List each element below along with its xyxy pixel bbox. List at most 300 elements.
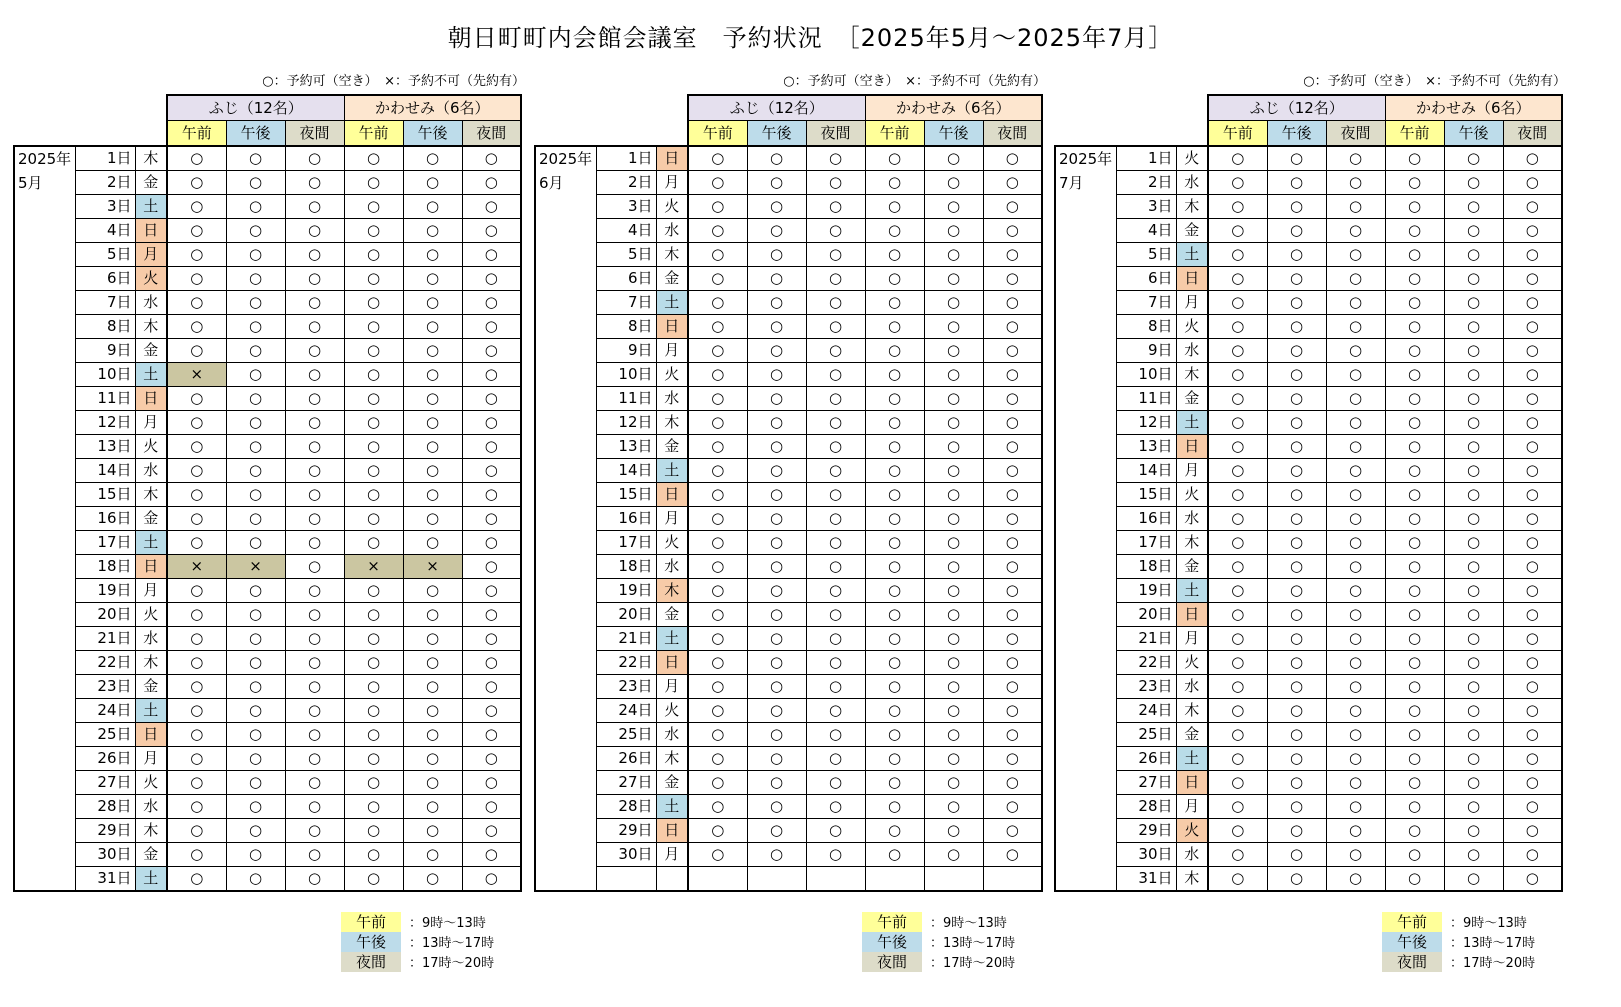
slot-cell[interactable]: ○ xyxy=(1326,267,1385,291)
slot-cell[interactable]: ○ xyxy=(1208,363,1267,387)
slot-cell[interactable]: ○ xyxy=(285,146,344,171)
slot-cell[interactable]: ○ xyxy=(688,146,747,171)
slot-cell[interactable]: ○ xyxy=(285,795,344,819)
slot-cell[interactable]: ○ xyxy=(1503,459,1562,483)
slot-cell[interactable] xyxy=(688,867,747,892)
slot-cell[interactable]: ○ xyxy=(285,555,344,579)
slot-cell[interactable]: ○ xyxy=(747,843,806,867)
slot-cell[interactable]: ○ xyxy=(1326,363,1385,387)
slot-cell[interactable]: ○ xyxy=(1208,603,1267,627)
slot-cell[interactable]: ○ xyxy=(344,627,403,651)
slot-cell[interactable]: ○ xyxy=(983,435,1042,459)
slot-cell[interactable]: ○ xyxy=(1267,771,1326,795)
slot-cell[interactable]: ○ xyxy=(1385,291,1444,315)
slot-cell[interactable]: ○ xyxy=(1326,867,1385,892)
slot-cell[interactable]: ○ xyxy=(1267,435,1326,459)
slot-cell[interactable]: ○ xyxy=(1385,435,1444,459)
slot-cell[interactable]: ○ xyxy=(1326,219,1385,243)
slot-cell[interactable]: ○ xyxy=(1385,339,1444,363)
slot-cell[interactable]: ○ xyxy=(865,291,924,315)
slot-cell[interactable]: ○ xyxy=(688,339,747,363)
slot-cell[interactable]: ○ xyxy=(285,267,344,291)
slot-cell[interactable]: ○ xyxy=(344,507,403,531)
slot-cell[interactable]: ○ xyxy=(285,387,344,411)
slot-cell[interactable]: ○ xyxy=(865,843,924,867)
slot-cell[interactable]: ○ xyxy=(344,315,403,339)
slot-cell[interactable]: ○ xyxy=(1385,171,1444,195)
slot-cell[interactable]: ○ xyxy=(403,291,462,315)
slot-cell[interactable]: ○ xyxy=(1444,771,1503,795)
slot-cell[interactable]: ○ xyxy=(688,843,747,867)
slot-cell[interactable]: ○ xyxy=(924,747,983,771)
slot-cell[interactable]: ○ xyxy=(1208,723,1267,747)
slot-cell[interactable]: ○ xyxy=(1208,315,1267,339)
slot-cell[interactable]: ○ xyxy=(865,795,924,819)
slot-cell[interactable]: ○ xyxy=(924,435,983,459)
slot-cell[interactable]: ○ xyxy=(462,867,521,892)
slot-cell[interactable]: ○ xyxy=(1385,819,1444,843)
slot-cell[interactable]: ○ xyxy=(226,339,285,363)
slot-cell[interactable]: ○ xyxy=(1385,867,1444,892)
slot-cell[interactable]: ○ xyxy=(1267,627,1326,651)
slot-cell[interactable]: ○ xyxy=(747,579,806,603)
slot-cell[interactable]: ○ xyxy=(1503,339,1562,363)
slot-cell[interactable]: ○ xyxy=(688,267,747,291)
slot-cell[interactable]: ○ xyxy=(688,219,747,243)
slot-cell[interactable]: ○ xyxy=(1444,291,1503,315)
slot-cell[interactable]: ○ xyxy=(747,291,806,315)
slot-cell[interactable]: ○ xyxy=(403,699,462,723)
slot-cell[interactable]: ○ xyxy=(688,651,747,675)
slot-cell[interactable]: ○ xyxy=(983,627,1042,651)
slot-cell[interactable]: ○ xyxy=(924,699,983,723)
slot-cell[interactable]: ○ xyxy=(865,483,924,507)
slot-cell[interactable]: ○ xyxy=(344,243,403,267)
slot-cell[interactable]: ○ xyxy=(226,195,285,219)
slot-cell[interactable]: ○ xyxy=(226,483,285,507)
slot-cell[interactable]: ○ xyxy=(688,291,747,315)
slot-cell[interactable]: ○ xyxy=(226,819,285,843)
slot-cell[interactable] xyxy=(865,867,924,892)
slot-cell[interactable]: ○ xyxy=(344,483,403,507)
slot-cell[interactable]: ○ xyxy=(1444,267,1503,291)
slot-cell[interactable]: ○ xyxy=(806,795,865,819)
slot-cell[interactable]: ○ xyxy=(1326,651,1385,675)
slot-cell[interactable]: ○ xyxy=(226,867,285,892)
slot-cell[interactable]: ○ xyxy=(865,243,924,267)
slot-cell[interactable]: ○ xyxy=(1385,387,1444,411)
slot-cell[interactable]: ○ xyxy=(226,146,285,171)
slot-cell[interactable]: ○ xyxy=(1267,411,1326,435)
slot-cell[interactable]: ○ xyxy=(747,483,806,507)
slot-cell[interactable]: ○ xyxy=(226,171,285,195)
slot-cell[interactable]: ○ xyxy=(1267,387,1326,411)
slot-cell[interactable]: ○ xyxy=(167,146,226,171)
slot-cell[interactable]: ○ xyxy=(167,387,226,411)
slot-cell[interactable]: ○ xyxy=(285,627,344,651)
slot-cell[interactable]: ○ xyxy=(1385,747,1444,771)
slot-cell[interactable]: ○ xyxy=(983,459,1042,483)
slot-cell[interactable]: ○ xyxy=(865,603,924,627)
slot-cell[interactable]: ○ xyxy=(747,819,806,843)
slot-cell[interactable]: ○ xyxy=(806,747,865,771)
slot-cell[interactable]: ○ xyxy=(806,146,865,171)
slot-cell[interactable]: ○ xyxy=(1326,483,1385,507)
slot-cell[interactable]: ○ xyxy=(462,699,521,723)
slot-cell[interactable]: ○ xyxy=(747,339,806,363)
slot-cell[interactable]: ○ xyxy=(1326,723,1385,747)
slot-cell[interactable]: ○ xyxy=(1503,795,1562,819)
slot-cell[interactable]: ○ xyxy=(983,291,1042,315)
slot-cell[interactable]: ○ xyxy=(403,411,462,435)
slot-cell[interactable]: ○ xyxy=(285,243,344,267)
slot-cell[interactable]: ○ xyxy=(865,435,924,459)
slot-cell[interactable]: ○ xyxy=(285,291,344,315)
slot-cell[interactable]: ○ xyxy=(1503,411,1562,435)
slot-cell[interactable]: ○ xyxy=(1326,675,1385,699)
slot-cell[interactable]: ○ xyxy=(688,435,747,459)
slot-cell[interactable]: ○ xyxy=(1326,843,1385,867)
slot-cell[interactable]: ○ xyxy=(688,387,747,411)
slot-cell[interactable]: ○ xyxy=(285,651,344,675)
slot-cell[interactable]: ○ xyxy=(285,339,344,363)
slot-cell[interactable]: ○ xyxy=(226,507,285,531)
slot-cell[interactable]: ○ xyxy=(1444,363,1503,387)
slot-cell[interactable]: ○ xyxy=(1444,219,1503,243)
slot-cell[interactable]: ○ xyxy=(1208,146,1267,171)
slot-cell[interactable]: ○ xyxy=(688,483,747,507)
slot-cell[interactable]: ○ xyxy=(285,171,344,195)
slot-cell[interactable]: ○ xyxy=(1503,531,1562,555)
slot-cell[interactable]: ○ xyxy=(806,603,865,627)
slot-cell[interactable]: ○ xyxy=(688,315,747,339)
slot-cell[interactable]: ○ xyxy=(688,699,747,723)
slot-cell[interactable]: ○ xyxy=(983,363,1042,387)
slot-cell[interactable]: ○ xyxy=(983,819,1042,843)
slot-cell[interactable]: ○ xyxy=(688,195,747,219)
slot-cell[interactable]: ○ xyxy=(462,291,521,315)
slot-cell[interactable]: ○ xyxy=(403,747,462,771)
slot-cell[interactable]: ○ xyxy=(924,387,983,411)
slot-cell[interactable]: ○ xyxy=(1267,843,1326,867)
slot-cell[interactable]: ○ xyxy=(1503,603,1562,627)
slot-cell[interactable]: ○ xyxy=(747,507,806,531)
slot-cell[interactable]: ○ xyxy=(924,459,983,483)
slot-cell[interactable]: ○ xyxy=(806,771,865,795)
slot-cell[interactable]: ○ xyxy=(688,795,747,819)
slot-cell[interactable]: ○ xyxy=(806,675,865,699)
slot-cell[interactable]: ○ xyxy=(403,507,462,531)
slot-cell[interactable]: ○ xyxy=(285,483,344,507)
slot-cell[interactable]: ○ xyxy=(924,291,983,315)
slot-cell[interactable]: ○ xyxy=(344,146,403,171)
slot-cell[interactable]: ○ xyxy=(1326,243,1385,267)
slot-cell[interactable]: ○ xyxy=(1267,555,1326,579)
slot-cell[interactable]: ○ xyxy=(1444,459,1503,483)
slot-cell[interactable]: ○ xyxy=(806,699,865,723)
slot-cell[interactable]: ○ xyxy=(1208,267,1267,291)
slot-cell[interactable]: ○ xyxy=(285,819,344,843)
slot-cell[interactable]: ○ xyxy=(285,411,344,435)
slot-cell[interactable]: ○ xyxy=(1444,795,1503,819)
slot-cell[interactable]: ○ xyxy=(865,171,924,195)
slot-cell[interactable]: ○ xyxy=(1326,819,1385,843)
slot-cell[interactable]: ○ xyxy=(226,411,285,435)
slot-cell[interactable]: ○ xyxy=(1208,219,1267,243)
slot-cell[interactable]: ○ xyxy=(983,723,1042,747)
slot-cell[interactable]: ○ xyxy=(806,483,865,507)
slot-cell[interactable]: ○ xyxy=(1267,651,1326,675)
slot-cell[interactable]: ○ xyxy=(285,771,344,795)
slot-cell[interactable]: ○ xyxy=(747,411,806,435)
slot-cell[interactable]: ○ xyxy=(226,315,285,339)
slot-cell[interactable]: ○ xyxy=(1326,699,1385,723)
slot-cell[interactable]: ○ xyxy=(747,171,806,195)
slot-cell[interactable]: ○ xyxy=(1444,171,1503,195)
slot-cell[interactable]: ○ xyxy=(1326,459,1385,483)
slot-cell[interactable]: ○ xyxy=(924,843,983,867)
slot-cell[interactable]: ○ xyxy=(1385,363,1444,387)
slot-cell[interactable]: ○ xyxy=(285,675,344,699)
slot-cell[interactable]: ○ xyxy=(1208,387,1267,411)
slot-cell[interactable]: ○ xyxy=(806,723,865,747)
slot-cell[interactable]: ○ xyxy=(1385,675,1444,699)
slot-cell[interactable]: ○ xyxy=(865,339,924,363)
slot-cell[interactable] xyxy=(983,867,1042,892)
slot-cell[interactable]: ○ xyxy=(226,363,285,387)
slot-cell[interactable]: ○ xyxy=(1208,411,1267,435)
slot-cell[interactable]: ○ xyxy=(1326,795,1385,819)
slot-cell[interactable]: ○ xyxy=(1385,555,1444,579)
slot-cell[interactable]: ○ xyxy=(462,555,521,579)
slot-cell[interactable]: ○ xyxy=(403,219,462,243)
slot-cell[interactable]: ○ xyxy=(688,627,747,651)
slot-cell[interactable]: ○ xyxy=(1326,531,1385,555)
slot-cell[interactable]: ○ xyxy=(806,555,865,579)
slot-cell[interactable]: ○ xyxy=(688,555,747,579)
slot-cell[interactable]: ○ xyxy=(1326,627,1385,651)
slot-cell[interactable]: ○ xyxy=(688,771,747,795)
slot-cell[interactable]: ○ xyxy=(344,723,403,747)
slot-cell[interactable]: ○ xyxy=(1385,651,1444,675)
slot-cell[interactable]: ○ xyxy=(285,579,344,603)
slot-cell[interactable]: ○ xyxy=(226,603,285,627)
slot-cell[interactable]: ○ xyxy=(924,315,983,339)
slot-cell[interactable]: ○ xyxy=(167,195,226,219)
slot-cell[interactable]: ○ xyxy=(462,243,521,267)
slot-cell[interactable]: ○ xyxy=(1208,291,1267,315)
slot-cell[interactable]: ○ xyxy=(462,675,521,699)
slot-cell[interactable]: ○ xyxy=(1208,531,1267,555)
slot-cell[interactable]: ○ xyxy=(747,219,806,243)
slot-cell[interactable]: ○ xyxy=(1326,507,1385,531)
slot-cell[interactable]: ○ xyxy=(924,483,983,507)
slot-cell[interactable]: ○ xyxy=(983,219,1042,243)
slot-cell[interactable]: ○ xyxy=(806,819,865,843)
slot-cell[interactable]: ○ xyxy=(1503,747,1562,771)
slot-cell[interactable]: ○ xyxy=(285,747,344,771)
slot-cell[interactable]: ○ xyxy=(1503,219,1562,243)
slot-cell[interactable]: ○ xyxy=(226,459,285,483)
slot-cell[interactable]: ○ xyxy=(1208,555,1267,579)
slot-cell[interactable]: ○ xyxy=(1385,771,1444,795)
slot-cell[interactable]: ○ xyxy=(462,219,521,243)
slot-cell[interactable]: ○ xyxy=(167,579,226,603)
slot-cell[interactable]: ○ xyxy=(285,459,344,483)
slot-cell[interactable]: ○ xyxy=(462,195,521,219)
slot-cell[interactable]: ○ xyxy=(806,843,865,867)
slot-cell[interactable]: ○ xyxy=(924,219,983,243)
slot-cell[interactable]: ○ xyxy=(1208,867,1267,892)
slot-cell[interactable]: ○ xyxy=(285,315,344,339)
slot-cell[interactable]: ○ xyxy=(226,651,285,675)
slot-cell[interactable]: ○ xyxy=(226,675,285,699)
slot-cell[interactable]: ○ xyxy=(1267,795,1326,819)
slot-cell[interactable]: ○ xyxy=(344,579,403,603)
slot-cell[interactable]: ○ xyxy=(226,531,285,555)
slot-cell[interactable]: ○ xyxy=(226,747,285,771)
slot-cell[interactable]: ○ xyxy=(983,531,1042,555)
slot-cell[interactable]: ○ xyxy=(688,723,747,747)
slot-cell[interactable]: ○ xyxy=(747,315,806,339)
slot-cell[interactable]: ○ xyxy=(167,339,226,363)
slot-cell[interactable]: ○ xyxy=(1444,867,1503,892)
slot-cell[interactable]: ○ xyxy=(403,435,462,459)
slot-cell[interactable]: ○ xyxy=(1503,483,1562,507)
slot-cell[interactable]: ○ xyxy=(1385,795,1444,819)
slot-cell[interactable]: ○ xyxy=(865,411,924,435)
slot-cell[interactable]: ○ xyxy=(403,843,462,867)
slot-cell[interactable]: ○ xyxy=(924,795,983,819)
slot-cell[interactable]: ○ xyxy=(747,387,806,411)
slot-cell[interactable]: ○ xyxy=(1503,699,1562,723)
slot-cell[interactable]: ○ xyxy=(462,459,521,483)
slot-cell[interactable]: ○ xyxy=(1267,219,1326,243)
slot-cell[interactable]: ○ xyxy=(167,723,226,747)
slot-cell[interactable]: ○ xyxy=(462,483,521,507)
slot-cell[interactable]: ○ xyxy=(167,843,226,867)
slot-cell[interactable]: ○ xyxy=(924,723,983,747)
slot-cell[interactable]: ○ xyxy=(865,675,924,699)
slot-cell[interactable]: ○ xyxy=(167,291,226,315)
slot-cell[interactable]: ○ xyxy=(1444,339,1503,363)
slot-cell[interactable]: ○ xyxy=(983,795,1042,819)
slot-cell[interactable]: ○ xyxy=(1208,579,1267,603)
slot-cell[interactable]: ○ xyxy=(1503,771,1562,795)
slot-cell[interactable]: ○ xyxy=(865,555,924,579)
slot-cell[interactable]: ○ xyxy=(462,387,521,411)
slot-cell[interactable]: ○ xyxy=(688,675,747,699)
slot-cell[interactable]: ○ xyxy=(747,699,806,723)
slot-cell[interactable]: ○ xyxy=(1503,387,1562,411)
slot-cell[interactable]: ○ xyxy=(747,363,806,387)
slot-cell[interactable]: ○ xyxy=(1385,146,1444,171)
slot-cell[interactable]: ○ xyxy=(1385,483,1444,507)
slot-cell[interactable]: ○ xyxy=(983,315,1042,339)
slot-cell[interactable]: ○ xyxy=(1385,843,1444,867)
slot-cell[interactable]: ○ xyxy=(167,219,226,243)
slot-cell[interactable]: ○ xyxy=(403,483,462,507)
slot-cell[interactable]: ○ xyxy=(167,795,226,819)
slot-cell[interactable]: ○ xyxy=(865,195,924,219)
slot-cell[interactable]: ○ xyxy=(167,603,226,627)
slot-cell[interactable]: × xyxy=(226,555,285,579)
slot-cell[interactable]: × xyxy=(344,555,403,579)
slot-cell[interactable]: ○ xyxy=(806,339,865,363)
slot-cell[interactable]: ○ xyxy=(806,315,865,339)
slot-cell[interactable]: ○ xyxy=(403,867,462,892)
slot-cell[interactable] xyxy=(747,867,806,892)
slot-cell[interactable]: ○ xyxy=(1208,171,1267,195)
slot-cell[interactable]: × xyxy=(167,555,226,579)
slot-cell[interactable]: ○ xyxy=(747,771,806,795)
slot-cell[interactable]: ○ xyxy=(924,555,983,579)
slot-cell[interactable]: ○ xyxy=(1208,843,1267,867)
slot-cell[interactable]: ○ xyxy=(403,771,462,795)
slot-cell[interactable]: ○ xyxy=(344,795,403,819)
slot-cell[interactable]: ○ xyxy=(747,795,806,819)
slot-cell[interactable]: ○ xyxy=(1503,819,1562,843)
slot-cell[interactable]: ○ xyxy=(167,315,226,339)
slot-cell[interactable]: ○ xyxy=(688,411,747,435)
slot-cell[interactable]: ○ xyxy=(806,363,865,387)
slot-cell[interactable]: ○ xyxy=(1267,819,1326,843)
slot-cell[interactable]: ○ xyxy=(167,747,226,771)
slot-cell[interactable]: ○ xyxy=(226,627,285,651)
slot-cell[interactable]: ○ xyxy=(403,146,462,171)
slot-cell[interactable]: ○ xyxy=(1444,843,1503,867)
slot-cell[interactable]: ○ xyxy=(403,363,462,387)
slot-cell[interactable]: ○ xyxy=(403,627,462,651)
slot-cell[interactable]: ○ xyxy=(806,411,865,435)
slot-cell[interactable]: ○ xyxy=(688,507,747,531)
slot-cell[interactable]: ○ xyxy=(344,651,403,675)
slot-cell[interactable]: ○ xyxy=(403,267,462,291)
slot-cell[interactable]: ○ xyxy=(167,267,226,291)
slot-cell[interactable]: ○ xyxy=(983,411,1042,435)
slot-cell[interactable]: ○ xyxy=(462,363,521,387)
slot-cell[interactable]: ○ xyxy=(983,603,1042,627)
slot-cell[interactable]: ○ xyxy=(167,483,226,507)
slot-cell[interactable]: ○ xyxy=(344,747,403,771)
slot-cell[interactable]: ○ xyxy=(747,627,806,651)
slot-cell[interactable]: × xyxy=(403,555,462,579)
slot-cell[interactable]: ○ xyxy=(924,243,983,267)
slot-cell[interactable]: ○ xyxy=(1208,795,1267,819)
slot-cell[interactable]: ○ xyxy=(1267,243,1326,267)
slot-cell[interactable]: ○ xyxy=(1326,747,1385,771)
slot-cell[interactable]: ○ xyxy=(1385,531,1444,555)
slot-cell[interactable]: ○ xyxy=(865,219,924,243)
slot-cell[interactable]: ○ xyxy=(924,675,983,699)
slot-cell[interactable]: ○ xyxy=(1267,579,1326,603)
slot-cell[interactable]: ○ xyxy=(1503,267,1562,291)
slot-cell[interactable]: ○ xyxy=(1208,459,1267,483)
slot-cell[interactable]: ○ xyxy=(1267,363,1326,387)
slot-cell[interactable]: ○ xyxy=(1503,315,1562,339)
slot-cell[interactable]: ○ xyxy=(462,747,521,771)
slot-cell[interactable]: ○ xyxy=(983,483,1042,507)
slot-cell[interactable]: ○ xyxy=(285,867,344,892)
slot-cell[interactable]: ○ xyxy=(688,459,747,483)
slot-cell[interactable]: ○ xyxy=(806,387,865,411)
slot-cell[interactable]: ○ xyxy=(865,459,924,483)
slot-cell[interactable]: ○ xyxy=(1385,579,1444,603)
slot-cell[interactable]: ○ xyxy=(285,507,344,531)
slot-cell[interactable]: ○ xyxy=(806,435,865,459)
slot-cell[interactable]: ○ xyxy=(747,555,806,579)
slot-cell[interactable]: ○ xyxy=(747,146,806,171)
